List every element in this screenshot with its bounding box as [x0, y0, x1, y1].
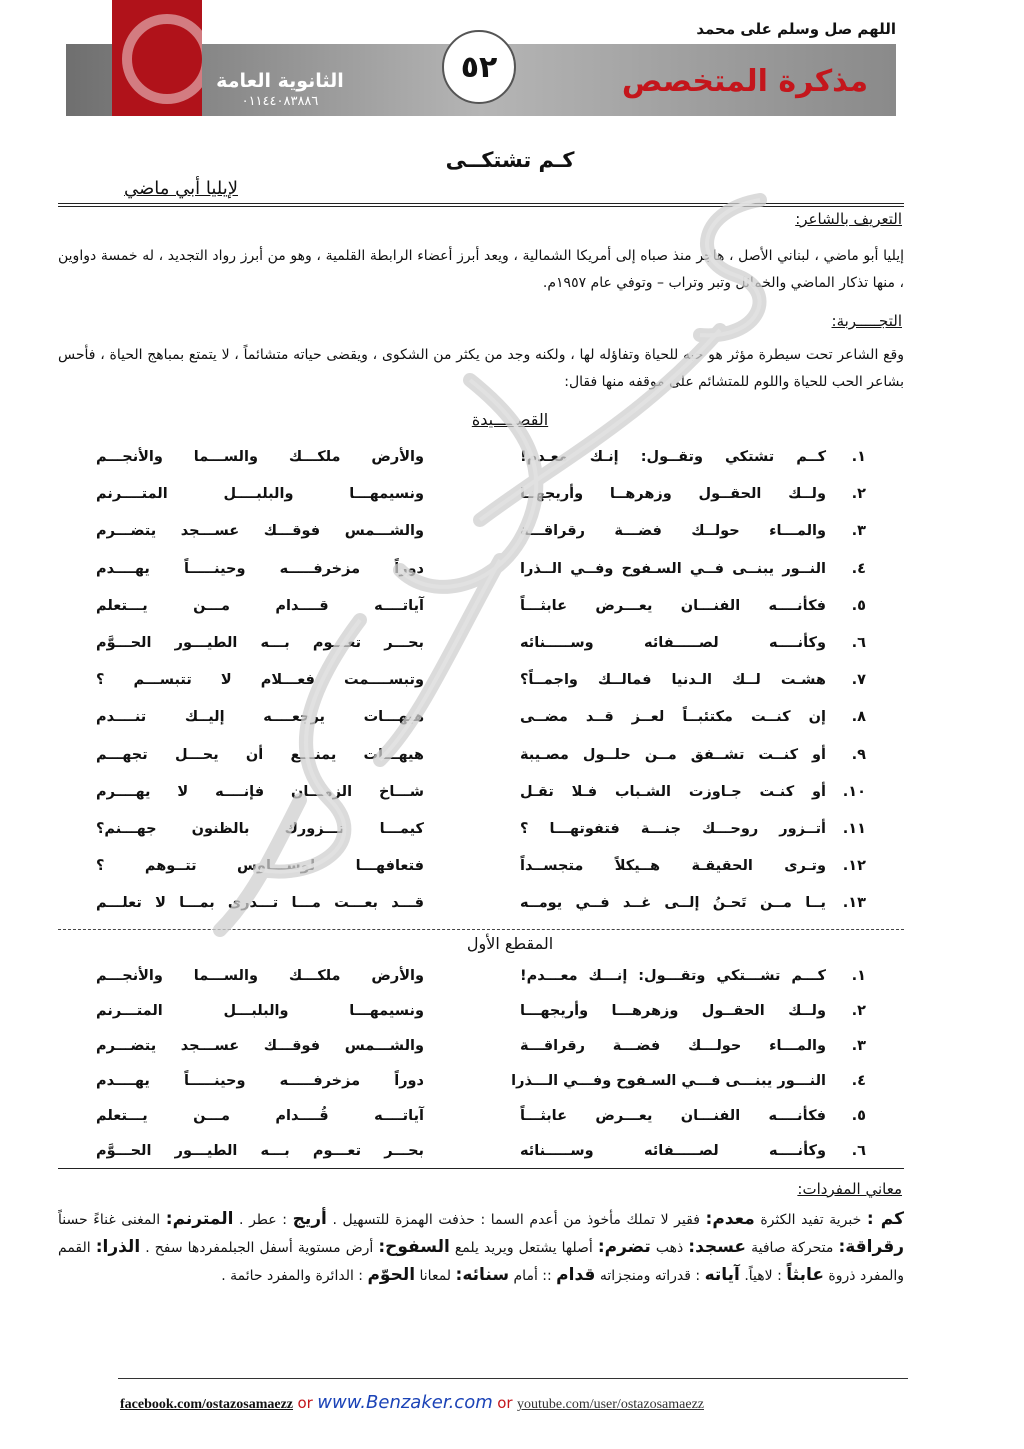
vocab-text	[58, 1206, 904, 1290]
verse-row	[96, 968, 866, 994]
verse-second-hemistich: آياتــــه قُــــدام مـــن يـــتعلم	[96, 1108, 424, 1124]
verse-row	[96, 784, 866, 810]
verse-row	[96, 672, 866, 698]
poem-divider	[58, 929, 904, 930]
vocab-term: معدم:	[705, 1209, 755, 1229]
verse-second-hemistich: فتعافهـــا لوســـاوس تتــوهم ؟	[96, 858, 424, 875]
verse-first-hemistich: ولــك الحقــول وزهرهـــا وأريجهـــا	[520, 1003, 826, 1019]
vocab-meaning: ذهب	[650, 1240, 689, 1256]
verse-number: ٤.	[851, 1073, 866, 1089]
vocab-term: كم :	[866, 1209, 905, 1229]
vocab-meaning: : قدراته ومنجزاته	[595, 1268, 705, 1284]
verse-number: ١٣.	[842, 895, 866, 912]
verse-number: ٥.	[851, 1108, 866, 1124]
verse-number: ١٠.	[842, 783, 866, 800]
verse-number: ١٢.	[842, 858, 866, 875]
website-link[interactable]: www.Benzaker.com	[317, 1392, 493, 1413]
verse-first-hemistich: النـــور يبنـــى فـــي السـفوح وفـــي الـــذرا	[511, 1073, 826, 1089]
verse-first-hemistich: النــور يبنــى فــي السـفوح وفــي الــذرا	[520, 560, 826, 577]
verse-row	[96, 523, 866, 549]
verse-second-hemistich: هيهـــات يرجعــــه إليــك تنــــدم	[96, 709, 424, 726]
poet-intro-heading: التعريف بالشاعر:	[795, 210, 902, 228]
verse-first-hemistich: هشـت لــك الـدنيا فمالــك واجمــاً؟	[520, 672, 826, 689]
experience-heading: التجـــــربة:	[831, 312, 902, 330]
verse-row	[96, 858, 866, 884]
verse-first-hemistich: أتــزور روحـــك جنـــة فتفوتهـــا ؟	[520, 821, 826, 837]
verse-row	[96, 561, 866, 587]
vocab-term: أريج	[292, 1209, 327, 1229]
vocab-meaning: متحركة صافية	[746, 1240, 839, 1256]
experience-text: وقع الشاعر تحت سيطرة مؤثر هو حبه للحياة وتفاؤله لها ، ولكنه وجد من يكثر من الشكوى ، ويقضى حياته متشائماً ، لا يتمتع بمباهج الحياة ، فأحس بشاعر الحب للحياة واللوم للمتشائم على موقفه منها فقال:	[58, 347, 904, 390]
poem-heading: القصـــــيدة	[471, 410, 549, 429]
verse-second-hemistich: هيهـــات يمنـــع أن يحـــل تجهـــم	[96, 746, 424, 763]
verse-first-hemistich: فكأنــــه الفنـــان يعـــرض عابثـــاً	[520, 1108, 826, 1124]
vocab-term: المترنم:	[165, 1209, 234, 1229]
verse-number: ٢.	[851, 486, 866, 503]
verse-first-hemistich: والمـــاء حولــك فضـــة رقراقـــة	[520, 523, 826, 540]
phone-number: ٠١١٤٤٠٨٣٨٨٦	[241, 94, 319, 109]
verse-number: ١.	[851, 968, 866, 984]
verse-number: ٧.	[851, 672, 866, 689]
verse-second-hemistich: ونسيمهـــا والبلبـــل المتـــرنم	[96, 1003, 424, 1019]
verse-row	[96, 1038, 866, 1064]
footer-divider	[118, 1378, 908, 1379]
vocab-term: آياته	[704, 1265, 740, 1285]
vocab-term: سنائه:	[455, 1265, 510, 1285]
verse-second-hemistich: والأرض ملكـــك والســـما والأنجـــم	[96, 968, 424, 984]
verse-first-hemistich: فكأنــــه الفنـــان يعـــرض عابثـــاً	[520, 597, 826, 614]
verse-row	[96, 709, 866, 735]
verse-first-hemistich: أو كنــت تشــفق مــن حلــول مصـيبة	[520, 746, 826, 763]
verse-number: ٢.	[851, 1003, 866, 1019]
verse-first-hemistich: يــا مــن تَحـنُ إلــى غــد فــي يومــه	[520, 895, 826, 912]
verse-second-hemistich: شـــاخ الزمـــان فإنــــه لا يهــــرم	[96, 783, 424, 800]
verse-number: ١١.	[842, 821, 866, 837]
vocab-meaning: القمم والمفرد ذروة	[58, 1240, 904, 1284]
header-prayer: اللهم صل وسلم على محمد	[696, 20, 896, 38]
verse-row	[96, 1003, 866, 1029]
verse-number: ٤.	[851, 560, 866, 577]
poet-name: لإيليا أبي ماضي	[123, 178, 238, 199]
verse-second-hemistich: آياتــــه قــــدام مـــن يـــتعلم	[96, 597, 424, 614]
vocab-meaning: أصلها يشتعل ويريد يلمع	[449, 1240, 598, 1256]
verse-number: ٥.	[851, 597, 866, 614]
vocab-meaning: : لاهياً.	[739, 1268, 787, 1284]
verse-number: ٦.	[851, 1143, 866, 1159]
brand-title: مذكرة المتخصص	[621, 64, 869, 99]
verse-row	[96, 821, 866, 847]
verse-first-hemistich: أو كنـت جـاوزت الشـباب فـلا تقـل	[520, 783, 826, 800]
vocab-meaning: خبرية تفيد الكثرة	[754, 1212, 867, 1228]
verse-second-hemistich: كيمـــا تـــزورك بالظنون جهـــنم؟	[96, 821, 424, 837]
verse-second-hemistich: بحـــر تعـــوم بـــه الطيـــور الحـــوَّم	[96, 635, 424, 651]
poem-title: كـم تشتكــى	[445, 148, 575, 172]
title-divider	[58, 203, 904, 207]
verse-first-hemistich: وكأنــــه لصـــــفائه وســـــنائه	[520, 635, 826, 651]
footer-or-2: or	[497, 1394, 513, 1412]
verse-row	[96, 747, 866, 773]
verse-second-hemistich: دوراً مزخرفـــــه وحينـــــاً يهــــدم	[96, 560, 424, 577]
footer-or-1: or	[297, 1394, 313, 1412]
verse-row	[96, 486, 866, 512]
verse-number: ٨.	[851, 709, 866, 726]
page-number: ٥٢	[442, 30, 516, 104]
vocab-term: عابثاً	[786, 1265, 824, 1285]
footer-links	[120, 1392, 910, 1413]
facebook-link[interactable]: facebook.com/ostazosamaezz	[120, 1397, 294, 1412]
verse-second-hemistich: قـــد بعـــت مـــا تـــدرى بمـــا لا تعلـــم	[96, 895, 424, 912]
vocab-term: السفوح:	[378, 1237, 450, 1257]
vocab-term: الحوّم	[367, 1265, 416, 1285]
verse-row	[96, 598, 866, 624]
verse-first-hemistich: كــم تشتكي وتقــول: إنـك معـدم!	[520, 449, 826, 465]
vocab-meaning: : الدائرة والمفرد حائمة .	[221, 1268, 368, 1284]
vocab-meaning: المغنى غناءً حسناً	[58, 1212, 166, 1228]
verse-row	[96, 1073, 866, 1099]
verse-number: ٩.	[851, 746, 866, 763]
verse-first-hemistich: وكأنــــه لصـــــفائه وســـــنائه	[520, 1143, 826, 1159]
verse-second-hemistich: والأرض ملكـــك والســـما والأنجـــم	[96, 449, 424, 465]
vocab-term: عسجد:	[688, 1237, 747, 1257]
school-name: الثانوية العامة	[216, 70, 344, 92]
verse-second-hemistich: والشـــمس فوقـــك عســـجد يتضـــرم	[96, 1038, 424, 1054]
verse-second-hemistich: بحـــر تعـــوم بـــه الطيـــور الحـــوَّم	[96, 1143, 424, 1159]
section1-heading: المقطع الأول	[466, 934, 554, 953]
verse-first-hemistich: إن كنــت مكتئبــاً لعــز قــد مضــى	[520, 709, 826, 726]
vocab-meaning: أرض مستوية أسفل الجبلمفردها سفح .	[140, 1240, 379, 1256]
vocab-meaning: فقير لا تملك مأخوذ من أعدم السما : حذفت الهمزة للتسهيل .	[326, 1212, 706, 1228]
logo-icon	[112, 0, 202, 116]
verse-first-hemistich: ولــك الحقــول وزهرهــا وأريجهــا	[520, 486, 826, 503]
youtube-link[interactable]: youtube.com/user/ostazosamaezz	[517, 1397, 704, 1412]
verse-number: ٦.	[851, 635, 866, 651]
verse-second-hemistich: ونسيمهـــا والبلبــــل المتــــرنم	[96, 486, 424, 503]
vocab-term: رقراقة:	[838, 1237, 904, 1257]
verse-row	[96, 1108, 866, 1134]
verse-second-hemistich: دوراً مزخرفـــــه وحينـــــاً يهــــدم	[96, 1073, 424, 1089]
vocab-meaning: لمعانا	[415, 1268, 456, 1284]
verse-second-hemistich: والشـــمس فوقـــك عســـجد يتضـــرم	[96, 523, 424, 540]
verse-first-hemistich: والمـــاء حولـــك فضـــة رقراقـــة	[520, 1038, 826, 1054]
vocab-meaning: : عطر .	[233, 1212, 293, 1228]
verse-row	[96, 635, 866, 661]
section1-divider	[58, 1168, 904, 1169]
verse-row	[96, 895, 866, 921]
verse-row	[96, 1143, 866, 1169]
verse-number: ٣.	[851, 523, 866, 540]
verse-first-hemistich: كـــم تشـــتكي وتقـــول: إنـــك معـــدم!	[520, 968, 826, 984]
vocab-term: قدام	[556, 1265, 596, 1285]
vocab-term: الذرا:	[95, 1237, 141, 1257]
vocab-heading: معاني المفردات:	[797, 1180, 902, 1198]
vocab-meaning: :: أمام	[509, 1268, 557, 1284]
verse-second-hemistich: وتبســــمت فعـــلام لا تتبســـم ؟	[96, 672, 424, 689]
vocab-term: تضرم:	[597, 1237, 651, 1257]
verse-number: ٣.	[851, 1038, 866, 1054]
poet-intro-text: إيليا أبو ماضي ، لبناني الأصل ، هاجر منذ صباه إلى أمريكا الشمالية ، ويعد أبرز أعضاء الرابطة القلمية ، وهو من أبرز رواد التجديد ، له خمسة دواوين ، منها تذكار الماضي والخمائل وتبر وتراب – وتوفي عام ١٩٥٧م.	[58, 248, 904, 291]
verse-first-hemistich: وتـرى الحقيقـة هــيكلاً متجســداً	[520, 858, 826, 875]
verse-number: ١.	[851, 449, 866, 465]
verse-row	[96, 449, 866, 475]
